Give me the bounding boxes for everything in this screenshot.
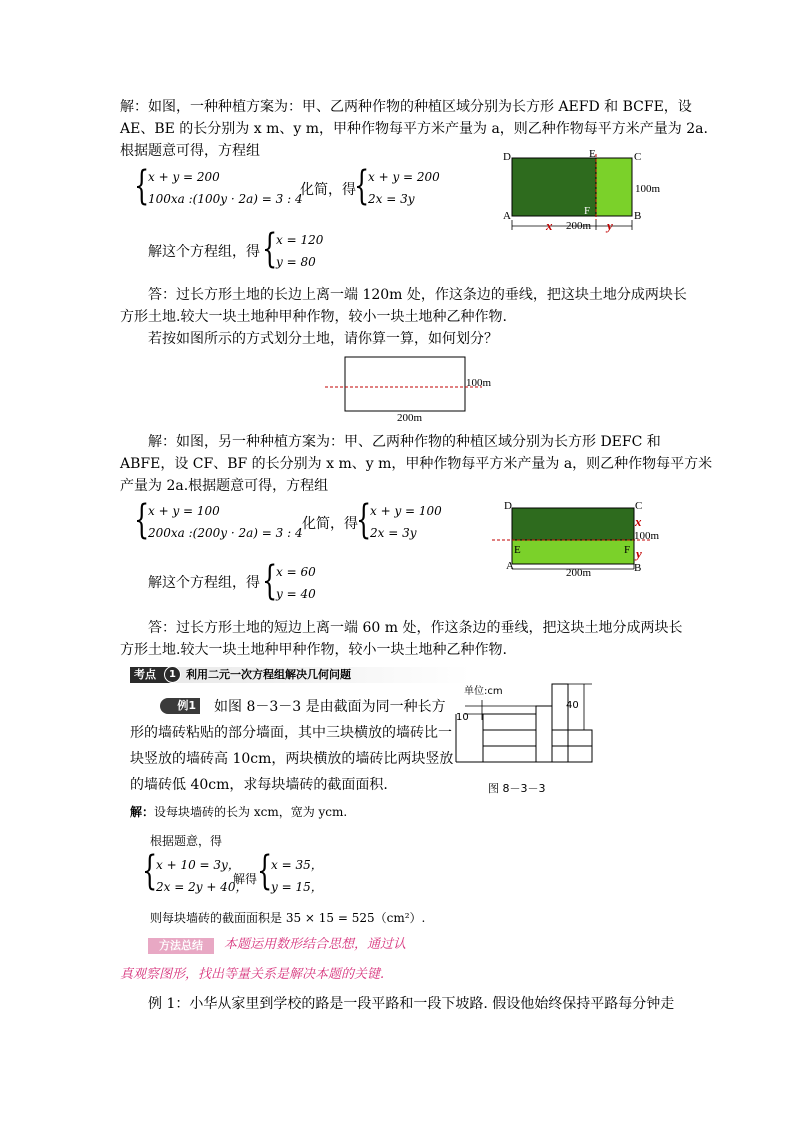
label-height: 100m [635, 183, 661, 195]
label-width: 200m [566, 220, 592, 232]
kaodian-badge-text: 考点 [134, 668, 156, 681]
brick-horizontal [483, 714, 536, 730]
fig-label-40: 40 [566, 700, 579, 711]
label-width: 200m [566, 567, 592, 579]
p1-answer2: 方形土地.较大一块土地种甲种作物，较小一块土地种乙种作物. [120, 309, 507, 325]
brace: { [354, 163, 370, 209]
label-A: A [503, 210, 511, 222]
label-height: 100m [634, 530, 660, 542]
ex1-line1: 如图 8－3－3 是由截面为同一种长方 [214, 699, 446, 715]
brick-vertical [552, 684, 568, 762]
fig-caption: 图 8－3－3 [488, 782, 546, 795]
kaodian-number: 1 [164, 666, 181, 683]
p2-line2: ABFE，设 CF、BF 的长分别为 x m、y m，甲种作物每平方米产量为 a，则乙种作物每平方米 [120, 456, 713, 472]
ex1-solution-intro [130, 802, 347, 822]
eq: x + y = 100 [148, 504, 220, 518]
label-height: 100m [466, 377, 492, 389]
p1-line3: 根据题意可得，方程组 [120, 143, 260, 159]
p1-answer1: 答：过长方形土地的长边上离一端 120m 处，作这条边的垂线，把这块土地分成两块长 [148, 287, 687, 303]
p1-simplify: 化简，得 [300, 182, 356, 198]
fig-label-10: 10 [456, 712, 469, 723]
label-D: D [503, 151, 511, 163]
ex1-line3: 块竖放的墙砖高 10cm，两块横放的墙砖比两块竖放 [130, 751, 454, 767]
eq: x + y = 200 [148, 170, 220, 184]
brace: { [142, 848, 158, 894]
brace: { [257, 848, 273, 894]
p2-simplify: 化简，得 [302, 516, 358, 532]
fig-unit: 单位:cm [464, 686, 503, 697]
eq: x = 120 [276, 233, 324, 247]
eq: x + 10 = 3y， [156, 858, 240, 872]
field-dark [512, 508, 634, 540]
label-B: B [634, 210, 642, 222]
label-C: C [634, 151, 642, 163]
brace: { [134, 163, 150, 209]
p1-solve: 解这个方程组，得 [148, 244, 260, 260]
method-text1: 本题运用数形结合思想，通过认 [224, 937, 407, 952]
ex1-according: 根据题意，得 [150, 834, 223, 848]
label-D: D [504, 500, 512, 512]
brick-horizontal [483, 746, 536, 762]
label-E: E [589, 148, 596, 160]
ex1-result: 则每块墙砖的截面面积是 35 × 15 = 525（cm²）. [150, 911, 426, 925]
eq: 2x = 3y [370, 526, 417, 540]
example2-text: 例 1：小华从家里到学校的路是一段平路和一段下坡路. 假设他始终保持平路每分钟走 [148, 996, 675, 1012]
eq: y = 40 [276, 587, 316, 601]
brick-horizontal [552, 746, 592, 762]
label-F: F [624, 544, 631, 556]
brace: { [262, 558, 278, 604]
brace: { [134, 497, 150, 543]
eq: y = 80 [276, 255, 316, 269]
p1-line1: 解：如图，一种种植方案为：甲、乙两种作物的种植区域分别为长方形 AEFD 和 BCFE，设 [120, 99, 692, 115]
eq: y = 15， [271, 880, 323, 894]
label-C: C [635, 500, 643, 512]
label-y: y [607, 218, 613, 233]
example-badge: 例1 [160, 698, 200, 714]
eq: x = 60 [276, 565, 316, 579]
method-text2: 真观察图形，找出等量关系是解决本题的关键. [120, 967, 385, 982]
p1-question: 若按如图所示的方式划分土地，请你算一算，如何划分？ [148, 331, 498, 347]
field-outline [345, 357, 465, 411]
p1-line2: AE、BE 的长分别为 x m、y m，甲种作物每平方米产量为 a，则乙种作物每平方米产量为 2a. [120, 121, 708, 137]
p2-line3: 产量为 2a.根据题意可得，方程组 [120, 478, 329, 494]
label-B: B [634, 562, 642, 574]
field-light [596, 158, 632, 216]
method-badge: 方法总结 [148, 938, 214, 954]
eq: 2x = 2y + 40， [156, 880, 248, 894]
field-light [512, 540, 634, 564]
eq: 200xa :(200y · 2a) = 3 : 4 [148, 526, 303, 540]
brick-horizontal [552, 730, 592, 746]
eq: 2x = 3y [368, 192, 415, 206]
label-width: 200m [397, 412, 423, 424]
eq: 100xa :(100y · 2a) = 3 : 4 [148, 192, 303, 206]
brick-horizontal [483, 730, 536, 746]
brick-vertical [536, 706, 552, 762]
p2-line1: 解：如图，另一种种植方案为：甲、乙两种作物的种植区域分别为长方形 DEFC 和 [148, 434, 661, 450]
p2-answer1: 答：过长方形土地的短边上离一端 60 m 处，作这条边的垂线，把这块土地分成两块长 [148, 620, 683, 636]
ex1-jiede: 解得 [233, 872, 258, 886]
ex1-line2: 形的墙砖粘贴的部分墙面，其中三块横放的墙砖比一 [130, 725, 452, 741]
label-F: F [584, 205, 591, 217]
label-x: x [546, 218, 553, 233]
label-x: x [635, 514, 642, 529]
label-A: A [506, 560, 514, 572]
eq: x = 35， [271, 858, 323, 872]
eq: x + y = 200 [368, 170, 440, 184]
ex1-setup: 设每块墙砖的长为 xcm，宽为 ycm. [154, 805, 348, 819]
eq: x + y = 100 [370, 504, 442, 518]
jie-label: 解： [130, 805, 155, 819]
kaodian-title: 利用二元一次方程组解决几何问题 [186, 668, 351, 681]
label-y: y [636, 546, 642, 561]
p2-answer2: 方形土地.较大一块土地种甲种作物，较小一块土地种乙种作物. [120, 642, 507, 658]
ex1-line4: 的墙砖低 40cm，求每块墙砖的截面面积. [130, 777, 388, 793]
brace: { [356, 497, 372, 543]
brace: { [262, 226, 278, 272]
p2-solve: 解这个方程组，得 [148, 575, 260, 591]
label-E: E [514, 544, 521, 556]
